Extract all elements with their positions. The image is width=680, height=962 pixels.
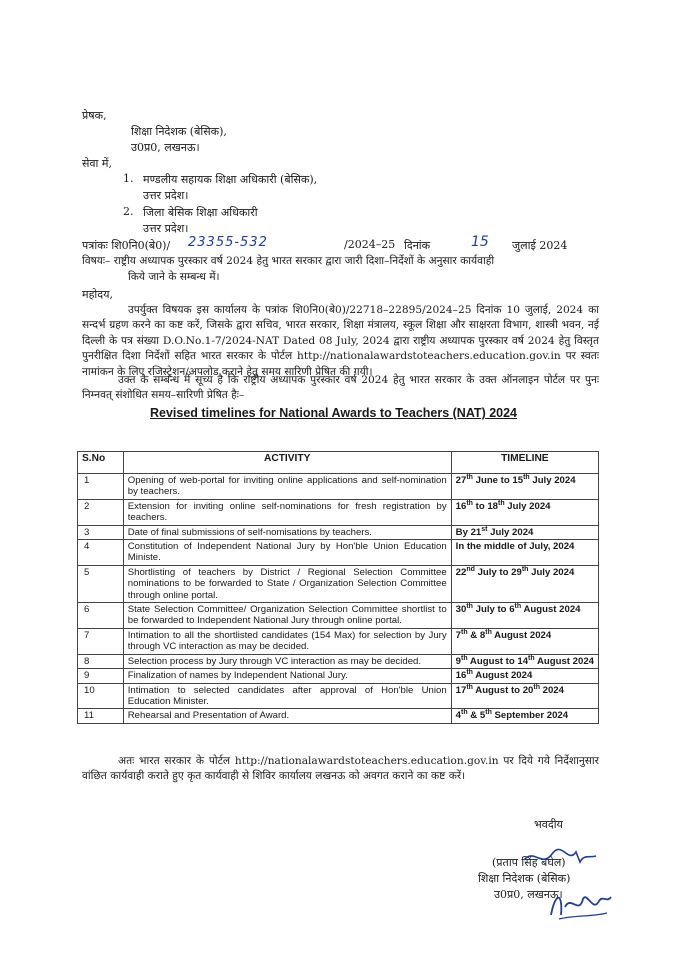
cell-activity: Date of final submissions of self-nomisations by teachers.	[123, 525, 451, 539]
table-row	[78, 565, 599, 602]
cell-sno: 2	[78, 499, 124, 525]
timeline-table-title: Revised timelines for National Awards to Teachers (NAT) 2024	[150, 406, 518, 420]
cell-sno: 6	[78, 603, 124, 629]
sender-label: प्रेषक,	[82, 109, 107, 122]
table-row	[78, 603, 599, 629]
cell-timeline: By 21st July 2024	[451, 525, 598, 539]
signoff-regards: भवदीय	[534, 818, 563, 831]
signature-mark-lower	[545, 885, 615, 925]
cell-timeline: 27th June to 15th July 2024	[451, 474, 598, 500]
subject-line2: किये जाने के सम्बन्ध में।	[128, 271, 220, 283]
signoff-place: उ0प्र0, लखनऊ।	[494, 888, 563, 901]
letter-month-year: जुलाई 2024	[512, 239, 568, 252]
salutation: महोदय,	[82, 288, 113, 301]
cell-activity: State Selection Committee/ Organization Selection Committee shortlist to be forwarded to Independent National Jury through online portal.	[123, 603, 451, 629]
cell-timeline: 7th & 8th August 2024	[451, 628, 598, 654]
recipient-2-line2: उत्तर प्रदेश।	[143, 222, 189, 235]
recipient-2-number: 2.	[123, 205, 134, 218]
sender-name: शिक्षा निदेशक (बेसिक),	[131, 125, 227, 138]
cell-timeline: 4th & 5th September 2024	[451, 709, 598, 723]
cell-timeline: 22nd July to 29th July 2024	[451, 565, 598, 602]
table-row	[78, 499, 599, 525]
recipient-1-number: 1.	[123, 172, 134, 185]
recipients-label: सेवा में,	[82, 157, 112, 170]
handwritten-letter-number: 23355-532	[188, 235, 268, 250]
recipient-1-line2: उत्तर प्रदेश।	[143, 189, 189, 202]
cell-sno: 11	[78, 709, 124, 723]
cell-timeline: 9th August to 14th August 2024	[451, 654, 598, 668]
cell-sno: 10	[78, 683, 124, 709]
recipient-1-line1: मण्डलीय सहायक शिक्षा अधिकारी (बेसिक),	[143, 173, 318, 186]
letter-date-label: दिनांक	[404, 239, 431, 252]
cell-activity: Shortlisting of teachers by District / Regional Selection Committee nominations to be forwarded to State / Organization Selection Committee through online portal.	[123, 565, 451, 602]
signoff-name: (प्रताप सिंह बघेल)	[492, 856, 566, 869]
table-row	[78, 474, 599, 500]
cell-timeline: 30th July to 6th August 2024	[451, 603, 598, 629]
recipient-2-line1: जिला बेसिक शिक्षा अधिकारी	[143, 206, 258, 219]
cell-activity: Extension for inviting online self-nominations for fresh registration by teachers.	[123, 499, 451, 525]
header-timeline: TIMELINE	[451, 452, 598, 474]
subject-line1: विषयः– राष्ट्रीय अध्यापक पुरस्कार वर्ष 2024 हेतु भारत सरकार द्वारा जारी दिशा–निर्देशों के अनुसार कार्यवाही	[82, 255, 495, 267]
header-sno: S.No	[78, 452, 124, 474]
table-row	[78, 709, 599, 723]
closing-paragraph: अतः भारत सरकार के पोर्टल http://nationalawardstoteachers.education.gov.in पर दिये गये निर्देशानुसार वांछित कार्यवाही कराते हुए कृत कार्यवाही से शिविर कार्यालय लखनऊ को अवगत कराने का कष्ट करें।	[82, 755, 599, 783]
cell-sno: 9	[78, 669, 124, 683]
table-header-row	[78, 452, 599, 474]
timeline-table	[77, 451, 599, 724]
letter-ref-year: /2024–25	[344, 238, 396, 251]
body-paragraph-1: उपर्युक्त विषयक इस कार्यालय के पत्रांक शि0नि0(बे0)/22718–22895/2024–25 दिनांक 10 जुलाई, 2024 का सन्दर्भ ग्रहण करने का कष्ट करें, जिसके द्वारा सचिव, भारत सरकार, शिक्षा मंत्रालय, स्कूल शिक्षा और साक्षरता विभाग, शास्त्री भवन, नई दिल्ली के पत्र संख्या D.O.No.1-7/2024-NAT Dated 08 July, 2024 द्वारा राष्ट्रीय अध्यापक पुरस्कार वर्ष 2024 हेतु विस्तृत पुनरीक्षित दिशा निर्देशों सहित भारत सरकार के पोर्टल http://nationalawardstoteachers.education.gov.in पर स्वतः नामांकन के लिए रजिस्ट्रेशन/अपलोड कराने हेतु समय सारिणी प्रेषित की गयी।	[82, 304, 599, 378]
sender-place: उ0प्र0, लखनऊ।	[131, 141, 200, 154]
cell-activity: Rehearsal and Presentation of Award.	[123, 709, 451, 723]
table-row	[78, 669, 599, 683]
cell-timeline: 16th to 18th July 2024	[451, 499, 598, 525]
table-row	[78, 525, 599, 539]
cell-activity: Intimation to selected candidates after approval of Hon'ble Union Education Minister.	[123, 683, 451, 709]
body-paragraph-2: उक्त के सम्बन्ध में सूच्य है कि राष्ट्रीय अध्यापक पुरस्कार वर्ष 2024 हेतु भारत सरकार के उक्त ऑनलाइन पोर्टल पर पुनः निम्नवत् संशोधित समय–सारिणी प्रेषित हैः–	[82, 374, 599, 402]
table-row	[78, 540, 599, 566]
cell-sno: 1	[78, 474, 124, 500]
cell-activity: Intimation to all the shortlisted candidates (154 Max) for selection by Jury through VC interaction as may be decided.	[123, 628, 451, 654]
cell-timeline: 17th August to 20th 2024	[451, 683, 598, 709]
signoff-designation: शिक्षा निदेशक (बेसिक)	[478, 872, 571, 885]
cell-sno: 4	[78, 540, 124, 566]
table-row	[78, 628, 599, 654]
cell-sno: 8	[78, 654, 124, 668]
cell-activity: Finalization of names by Independent National Jury.	[123, 669, 451, 683]
cell-timeline: In the middle of July, 2024	[451, 540, 598, 566]
letter-ref-prefix: पत्रांकः शि0नि0(बे0)/	[82, 239, 171, 252]
cell-sno: 5	[78, 565, 124, 602]
handwritten-date-day: 15	[471, 234, 489, 250]
cell-sno: 3	[78, 525, 124, 539]
table-row	[78, 683, 599, 709]
signature-mark-upper	[520, 842, 600, 872]
header-activity: ACTIVITY	[123, 452, 451, 474]
cell-activity: Selection process by Jury through VC interaction as may be decided.	[123, 654, 451, 668]
cell-activity: Opening of web-portal for inviting online applications and self-nomination by teachers.	[123, 474, 451, 500]
cell-timeline: 16th August 2024	[451, 669, 598, 683]
cell-sno: 7	[78, 628, 124, 654]
table-row	[78, 654, 599, 668]
cell-activity: Constitution of Independent National Jury by Hon'ble Union Education Ministe.	[123, 540, 451, 566]
